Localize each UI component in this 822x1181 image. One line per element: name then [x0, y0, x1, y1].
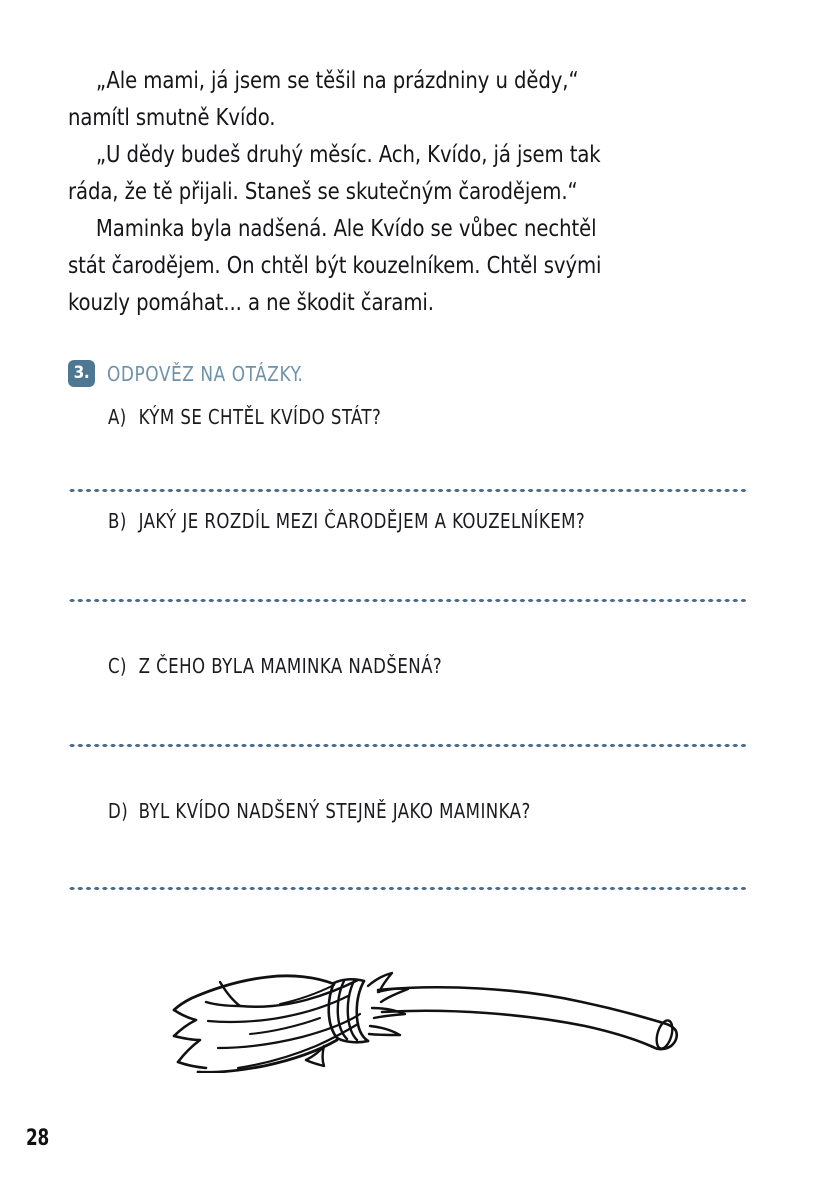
- question-text-d: BYL KVÍDO NADŠENÝ STEJNĚ JAKO MAMINKA?: [138, 799, 531, 823]
- exercise-header: [68, 360, 321, 387]
- exercise-title: ODPOVĚZ NA OTÁZKY.: [107, 362, 304, 386]
- question-text-b: JAKÝ JE ROZDÍL MEZI ČARODĚJEM A KOUZELNÍKEM?: [138, 509, 586, 533]
- answer-line-c[interactable]: [68, 743, 746, 748]
- broom-illustration: [120, 948, 690, 1073]
- story-paragraph-1: „Ale mami, já jsem se těšil na prázdniny u dědy,“ namítl smutně Kvído.: [68, 66, 579, 131]
- question-text-a: KÝM SE CHTĚL KVÍDO STÁT?: [138, 405, 382, 429]
- answer-line-a[interactable]: [68, 488, 746, 493]
- question-item-c: [108, 653, 442, 679]
- story-text-block: [68, 62, 637, 321]
- question-letter-c: C): [108, 654, 127, 678]
- answer-line-d[interactable]: [68, 886, 746, 891]
- question-item-b: [108, 508, 585, 534]
- question-item-d: [108, 798, 531, 824]
- broom-icon: [120, 948, 690, 1073]
- question-letter-b: B): [108, 509, 127, 533]
- story-paragraph-2: „U dědy budeš druhý měsíc. Ach, Kvído, já jsem tak ráda, že tě přijali. Staneš se skutečným čarodějem.“: [68, 140, 601, 205]
- question-text-c: Z ČEHO BYLA MAMINKA NADŠENÁ?: [138, 654, 443, 678]
- exercise-number-badge: 3.: [68, 360, 95, 387]
- story-paragraph-3: Maminka byla nadšená. Ale Kvído se vůbec nechtěl stát čarodějem. On chtěl být kouzelníkem. Chtěl svými kouzly pomáhat... a ne škodit čarami.: [68, 214, 602, 316]
- question-item-a: [108, 404, 381, 430]
- page-number: 28: [26, 1126, 49, 1151]
- answer-line-b[interactable]: [68, 598, 746, 603]
- question-letter-a: A): [108, 405, 127, 429]
- question-letter-d: D): [108, 799, 129, 823]
